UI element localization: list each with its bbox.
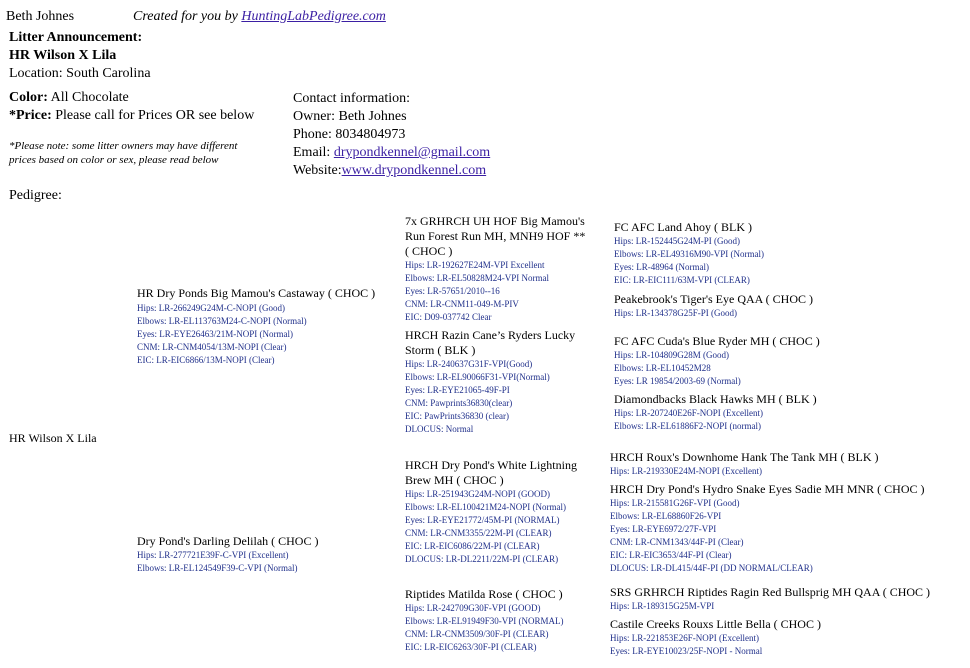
dam-sire-cert: EIC: LR-EIC6086/22M-PI (CLEAR) [405, 541, 540, 551]
gen3-dog [614, 334, 820, 388]
sire-sire-cert: Hips: LR-192627E24M-VPI Excellent [405, 260, 545, 270]
sire-sire-name: 7x GRHRCH UH HOF Big Mamou's [405, 214, 585, 228]
sire-sire-cert: CNM: LR-CNM11-049-M-PIV [405, 299, 519, 309]
price-note-line-1: *Please note: some litter owners may have different [9, 140, 238, 152]
gen3-cert: CNM: LR-CNM1343/44F-PI (Clear) [610, 537, 744, 547]
dam-sire-cert: CNM: LR-CNM3355/22M-PI (CLEAR) [405, 528, 552, 538]
gen3-cert: Hips: LR-189315G25M-VPI [610, 601, 715, 611]
dam-dam [405, 587, 564, 654]
litter-name: HR Wilson X Lila [9, 48, 117, 63]
gen3-name: FC AFC Cuda's Blue Ryder MH ( CHOC ) [614, 334, 820, 348]
sire-dam-name: HRCH Razin Cane’s Ryders Lucky [405, 328, 576, 342]
location-value: South Carolina [66, 66, 151, 81]
contact-email-label: Email: [293, 145, 331, 160]
price [9, 107, 254, 125]
gen3-dog [610, 482, 925, 575]
created-by [133, 8, 386, 26]
sire-cert: Eyes: LR-EYE26463/21M-NOPI (Normal) [137, 329, 293, 339]
gen3-cert: Hips: LR-207240E26F-NOPI (Excellent) [614, 408, 763, 418]
sire-name: HR Dry Ponds Big Mamou's Castaway ( CHOC ) [137, 286, 376, 300]
gen3-cert: Hips: LR-134378G25F-PI (Good) [614, 308, 737, 318]
sire-dam [405, 328, 575, 436]
dam-sire-cert: Elbows: LR-EL100421M24-NOPI (Normal) [405, 502, 566, 512]
color-value: All Chocolate [50, 90, 129, 105]
sire-cert: CNM: LR-CNM4054/13M-NOPI (Clear) [137, 342, 287, 352]
gen3-cert: Elbows: LR-EL10452M28 [614, 363, 711, 373]
dam-sire [405, 458, 577, 566]
location-label: Location: [9, 66, 63, 81]
dam-dam-cert: Elbows: LR-EL91949F30-VPI (NORMAL) [405, 616, 564, 626]
gen3-name: Peakebrook's Tiger's Eye QAA ( CHOC ) [614, 292, 813, 306]
gen3-cert: Eyes: LR-48964 (Normal) [614, 262, 709, 272]
contact-phone-value: 8034804973 [335, 127, 406, 142]
gen3-name: SRS GRHRCH Riptides Ragin Red Bullsprig MH QAA ( CHOC ) [610, 585, 931, 599]
sire-sire [405, 214, 585, 324]
owner-tag: Beth Johnes [6, 9, 75, 24]
gen3-cert: DLOCUS: LR-DL415/44F-PI (DD NORMAL/CLEAR) [610, 563, 813, 573]
gen3-cert: Elbows: LR-EL49316M90-VPI (Normal) [614, 249, 764, 259]
contact-owner-label: Owner: [293, 109, 335, 124]
gen3-cert: Eyes: LR-EYE10023/25F-NOPI - Normal [610, 646, 763, 656]
contact-website [293, 162, 486, 180]
gen3-dog [614, 220, 764, 287]
gen3-dog [610, 450, 879, 478]
sire-dam-cert: Elbows: LR-EL90066F31-VPI(Normal) [405, 372, 550, 382]
contact-heading: Contact information: [293, 91, 411, 106]
gen3-cert: Elbows: LR-EL61886F2-NOPI (normal) [614, 421, 761, 431]
sire-sire-cert: EIC: D09-037742 Clear [405, 312, 492, 322]
price-note-line-2: prices based on color or sex, please read below [9, 154, 219, 166]
contact-email [293, 144, 490, 162]
gen3-name: HRCH Roux's Downhome Hank The Tank MH ( BLK ) [610, 450, 879, 464]
pedigree-subject: HR Wilson X Lila [9, 431, 97, 445]
sire-dam-cert: Hips: LR-240637G31F-VPI(Good) [405, 359, 533, 369]
contact-owner-value: Beth Johnes [338, 109, 407, 124]
gen3-cert: Hips: LR-215581G26F-VPI (Good) [610, 498, 740, 508]
color [9, 89, 129, 107]
gen3-cert: Hips: LR-152445G24M-PI (Good) [614, 236, 740, 246]
gen3-name: HRCH Dry Pond's Hydro Snake Eyes Sadie MH MNR ( CHOC ) [610, 482, 925, 496]
dam-name: Dry Pond's Darling Delilah ( CHOC ) [137, 534, 319, 548]
dam-sire-name: HRCH Dry Pond's White Lightning [405, 458, 577, 472]
gen3-dog [610, 617, 821, 658]
gen3-cert: EIC: LR-EIC111/63M-VPI (CLEAR) [614, 275, 750, 285]
dam-dam-cert: CNM: LR-CNM3509/30F-PI (CLEAR) [405, 629, 549, 639]
dam-dam-name: Riptides Matilda Rose ( CHOC ) [405, 587, 563, 601]
contact-website-label: Website: [293, 163, 342, 178]
dam-cert: Elbows: LR-EL124549F39-C-VPI (Normal) [137, 563, 298, 573]
pedigree-label: Pedigree: [9, 188, 62, 203]
sire-sire-name: ( CHOC ) [405, 244, 453, 258]
gen3-cert: Hips: LR-219330E24M-NOPI (Excellent) [610, 466, 762, 476]
gen3-name: FC AFC Land Ahoy ( BLK ) [614, 220, 753, 234]
dam-sire-cert: Eyes: LR-EYE21772/45M-PI (NORMAL) [405, 515, 560, 525]
gen3-cert: EIC: LR-EIC3653/44F-PI (Clear) [610, 550, 732, 560]
dam-dam-cert: EIC: LR-EIC6263/30F-PI (CLEAR) [405, 642, 537, 652]
sire-dam-cert: DLOCUS: Normal [405, 424, 474, 434]
contact-phone [293, 126, 405, 144]
dam-cert: Hips: LR-277721E39F-C-VPI (Excellent) [137, 550, 289, 560]
sire-sire-cert: Eyes: LR-57651/2010--16 [405, 286, 500, 296]
sire-dam-cert: CNM: Pawprints36830(clear) [405, 398, 513, 408]
gen3-cert: Hips: LR-221853E26F-NOPI (Excellent) [610, 633, 759, 643]
sire-dam-cert: EIC: PawPrints36830 (clear) [405, 411, 509, 421]
contact-phone-label: Phone: [293, 127, 332, 142]
price-label: *Price: [9, 108, 52, 123]
sire-dam-cert: Eyes: LR-EYE21065-49F-PI [405, 385, 510, 395]
created-by-prefix: Created for you by [133, 9, 242, 24]
email-link[interactable]: drypondkennel@gmail.com [333, 145, 491, 160]
price-value: Please call for Prices OR see below [55, 108, 255, 123]
announcement-title: Litter Announcement: [9, 30, 143, 45]
site-link[interactable]: HuntingLabPedigree.com [241, 9, 386, 24]
sire-dam-name: Storm ( BLK ) [405, 343, 476, 357]
sire [137, 286, 375, 367]
gen3-cert: Elbows: LR-EL68860F26-VPI [610, 511, 722, 521]
sire-cert: Hips: LR-266249G24M-C-NOPI (Good) [137, 303, 285, 313]
dam-sire-name: Brew MH ( CHOC ) [405, 473, 504, 487]
sire-cert: Elbows: LR-EL113763M24-C-NOPI (Normal) [137, 316, 307, 326]
sire-cert: EIC: LR-EIC6866/13M-NOPI (Clear) [137, 355, 275, 365]
website-link[interactable]: www.drypondkennel.com [341, 163, 487, 178]
dam-sire-cert: DLOCUS: LR-DL2211/22M-PI (CLEAR) [405, 554, 559, 564]
contact-owner [293, 108, 407, 126]
gen3-cert: Eyes: LR 19854/2003-69 (Normal) [614, 376, 741, 386]
gen3-cert: Hips: LR-104809G28M (Good) [614, 350, 729, 360]
gen3-dog [610, 585, 930, 613]
sire-sire-cert: Elbows: LR-EL50828M24-VPI Normal [405, 273, 549, 283]
location [9, 65, 151, 83]
gen3-name: Diamondbacks Black Hawks MH ( BLK ) [614, 392, 817, 406]
color-label: Color: [9, 90, 48, 105]
gen3-name: Castile Creeks Rouxs Little Bella ( CHOC ) [610, 617, 821, 631]
gen3-cert: Eyes: LR-EYE6972/27F-VPI [610, 524, 717, 534]
gen3-dog [614, 292, 813, 320]
sire-sire-name: Run Forest Run MH, MNH9 HOF ** [405, 229, 586, 243]
dam [137, 534, 318, 575]
dam-sire-cert: Hips: LR-251943G24M-NOPI (GOOD) [405, 489, 550, 499]
dam-dam-cert: Hips: LR-242709G30F-VPI (GOOD) [405, 603, 541, 613]
gen3-dog [614, 392, 817, 433]
